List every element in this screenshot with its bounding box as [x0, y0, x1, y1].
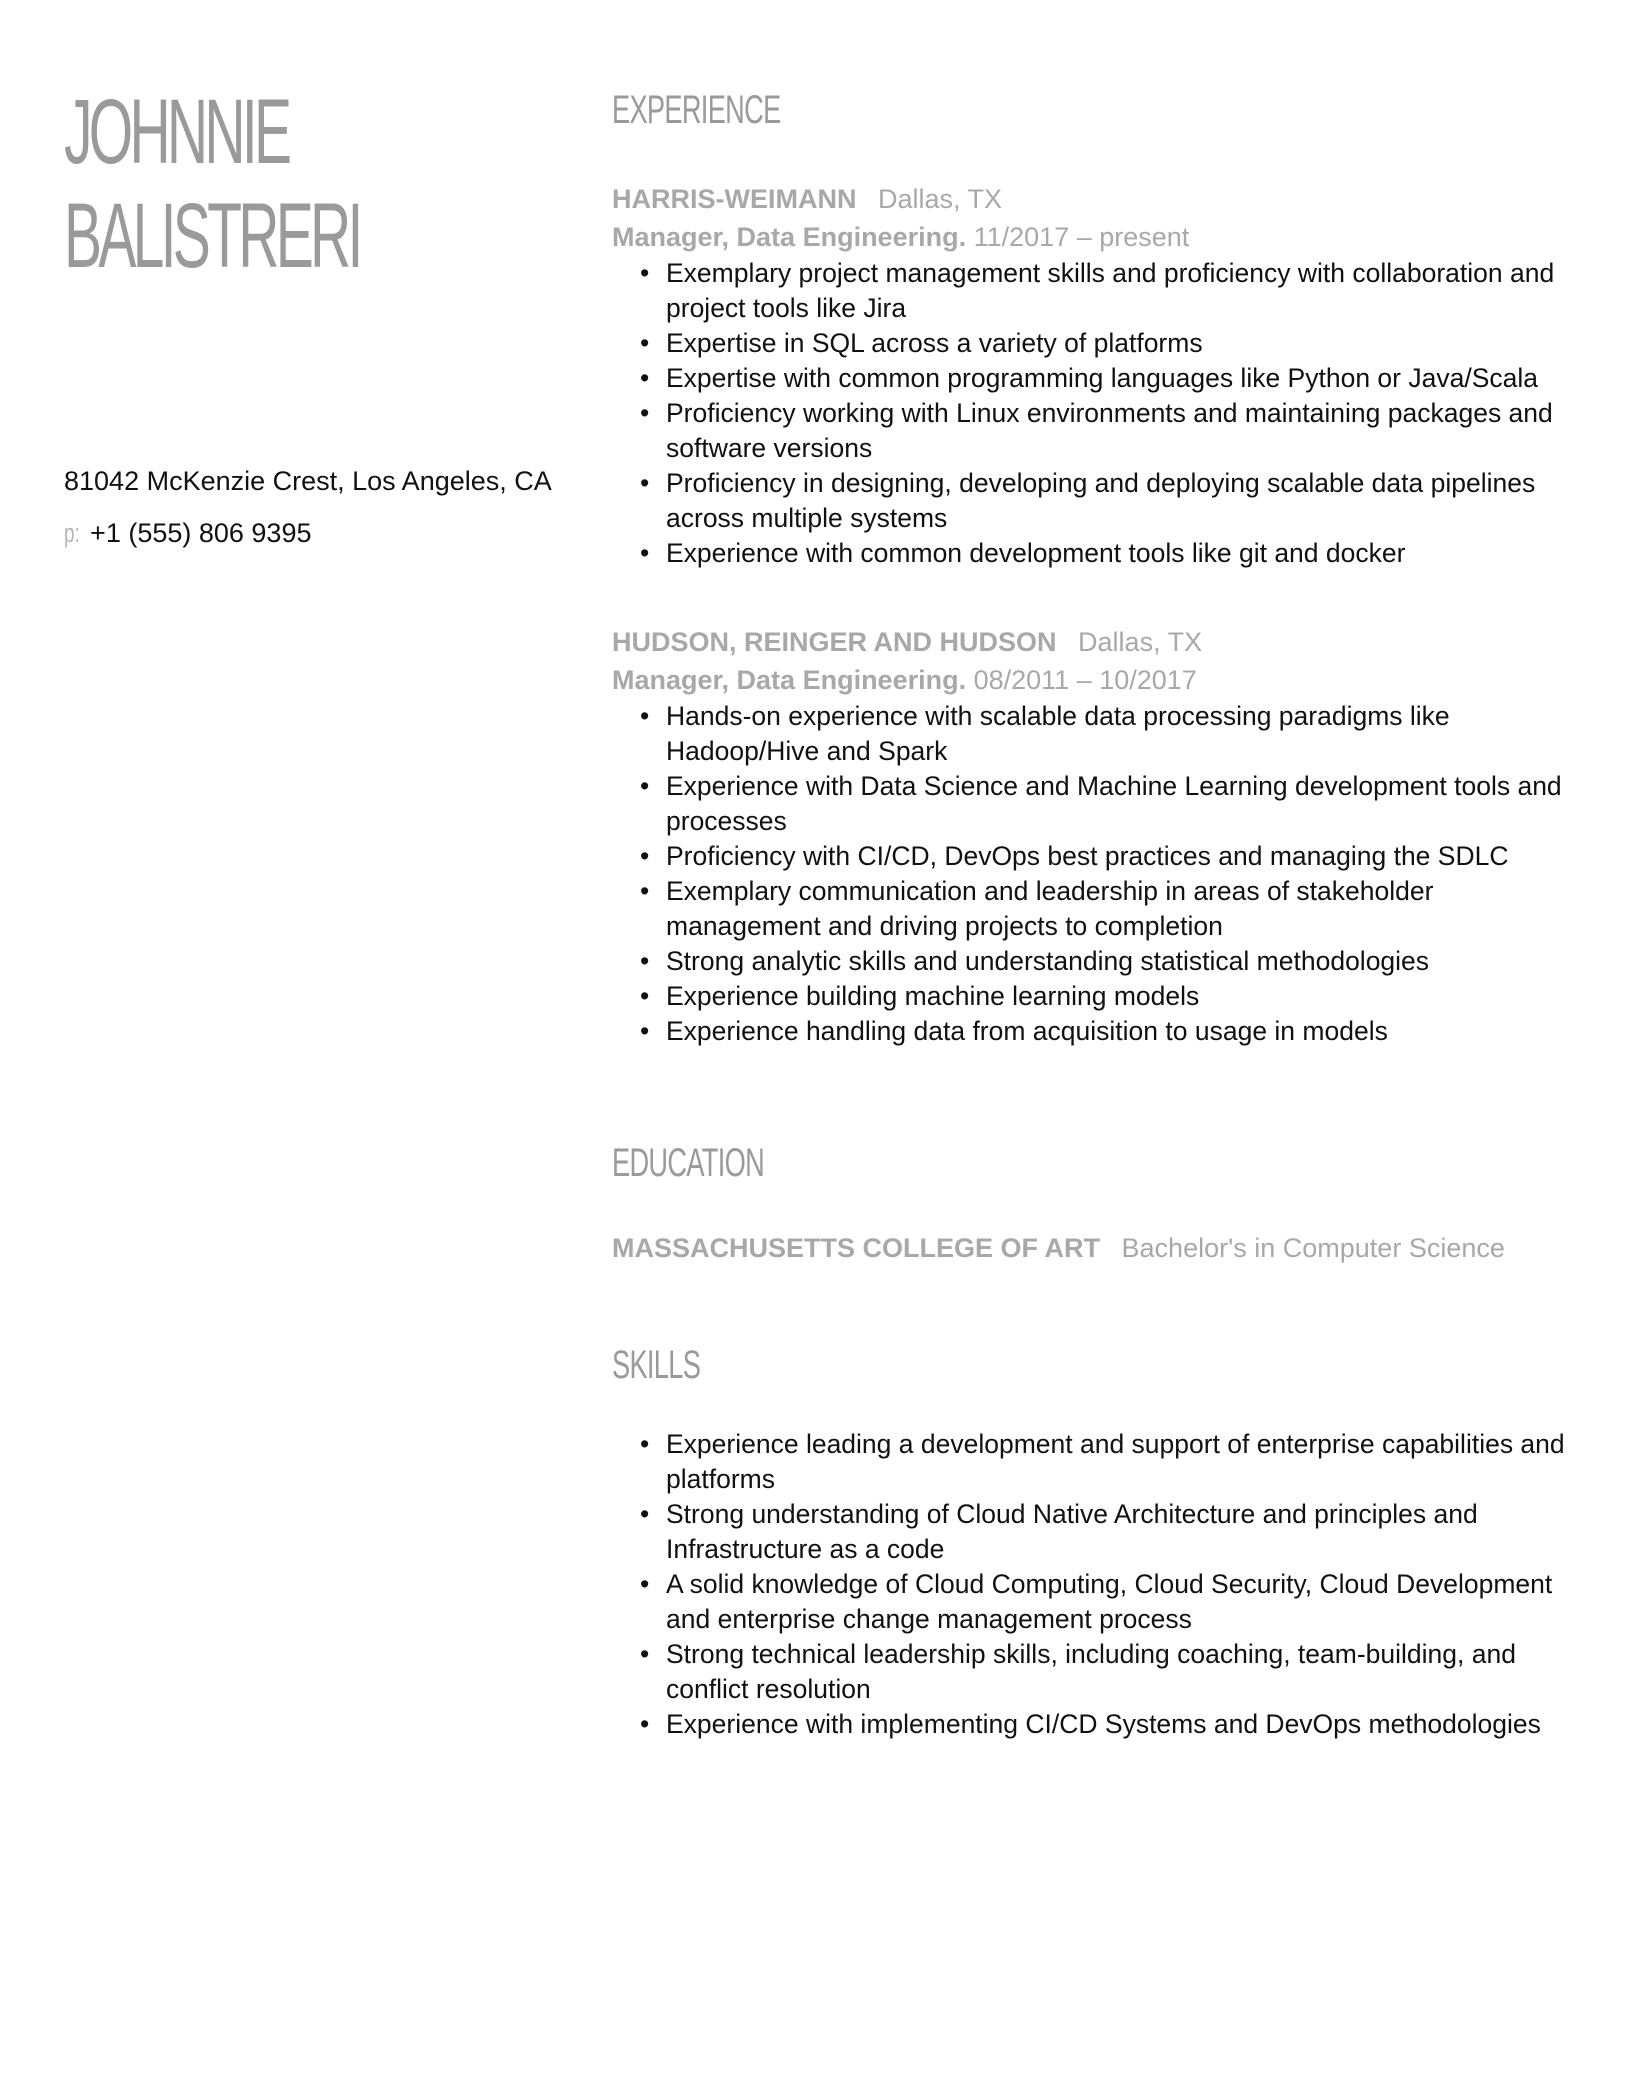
- skills-title: SKILLS: [612, 1343, 701, 1387]
- job-role: Manager, Data Engineering.: [612, 665, 967, 695]
- job-role-line: [612, 661, 1592, 699]
- school-name: MASSACHUSETTS COLLEGE OF ART: [612, 1233, 1101, 1263]
- list-item: • Experience with implementing CI/CD Systems and DevOps methodologies: [652, 1707, 1592, 1742]
- phone-label: p:: [64, 518, 80, 548]
- list-item: • Experience leading a development and support of enterprise capabilities and platforms: [652, 1427, 1592, 1497]
- list-item: • Exemplary communication and leadership in areas of stakeholder management and driving projects to completion: [652, 874, 1592, 944]
- job-bullets: [612, 699, 1592, 1049]
- job-dates: 08/2011 – 10/2017: [973, 665, 1197, 695]
- main-column: [612, 86, 1592, 1742]
- company-name: HARRIS-WEIMANN: [612, 184, 857, 214]
- company-name: HUDSON, REINGER AND HUDSON: [612, 627, 1057, 657]
- list-item: • Strong analytic skills and understanding statistical methodologies: [652, 944, 1592, 979]
- job-dates: 11/2017 – present: [973, 222, 1190, 252]
- list-item: • Strong technical leadership skills, including coaching, team-building, and conflict resolution: [652, 1637, 1592, 1707]
- list-item: • Proficiency in designing, developing and deploying scalable data pipelines across multiple systems: [652, 466, 1592, 536]
- experience-title: EXPERIENCE: [612, 88, 781, 132]
- list-item: • Proficiency with CI/CD, DevOps best practices and managing the SDLC: [652, 839, 1592, 874]
- list-item: • Experience handling data from acquisition to usage in models: [652, 1014, 1592, 1049]
- job-entry: [612, 623, 1592, 1049]
- job-header: [612, 180, 1592, 218]
- name-block: [64, 80, 584, 288]
- list-item: • Expertise with common programming languages like Python or Java/Scala: [652, 361, 1592, 396]
- education-title: EDUCATION: [612, 1141, 765, 1185]
- phone-number: +1 (555) 806 9395: [90, 518, 312, 548]
- list-item: • Proficiency working with Linux environments and maintaining packages and software versions: [652, 396, 1592, 466]
- skills-list: [612, 1427, 1592, 1742]
- contact-block: [64, 462, 584, 552]
- job-bullets: [612, 256, 1592, 571]
- list-item: • Expertise in SQL across a variety of platforms: [652, 326, 1592, 361]
- job-role-line: [612, 218, 1592, 256]
- list-item: • Experience with Data Science and Machine Learning development tools and processes: [652, 769, 1592, 839]
- last-name: BALISTRERI: [64, 185, 360, 287]
- job-entry: [612, 180, 1592, 571]
- list-item: • Experience with common development tools like git and docker: [652, 536, 1592, 571]
- list-item: • Strong understanding of Cloud Native Architecture and principles and Infrastructure as a code: [652, 1497, 1592, 1567]
- list-item: • Exemplary project management skills and proficiency with collaboration and project tools like Jira: [652, 256, 1592, 326]
- address: 81042 McKenzie Crest, Los Angeles, CA: [64, 466, 552, 496]
- job-header: [612, 623, 1592, 661]
- job-location: Dallas, TX: [878, 184, 1003, 214]
- degree: Bachelor's in Computer Science: [1121, 1233, 1505, 1263]
- first-name: JOHNNIE: [64, 81, 289, 183]
- list-item: • Experience building machine learning models: [652, 979, 1592, 1014]
- list-item: • Hands-on experience with scalable data processing paradigms like Hadoop/Hive and Spark: [652, 699, 1592, 769]
- job-role: Manager, Data Engineering.: [612, 222, 967, 252]
- phone-line: [64, 514, 584, 552]
- job-location: Dallas, TX: [1078, 627, 1203, 657]
- education-entry: [612, 1229, 1592, 1267]
- list-item: • A solid knowledge of Cloud Computing, Cloud Security, Cloud Development and enterprise change management process: [652, 1567, 1592, 1637]
